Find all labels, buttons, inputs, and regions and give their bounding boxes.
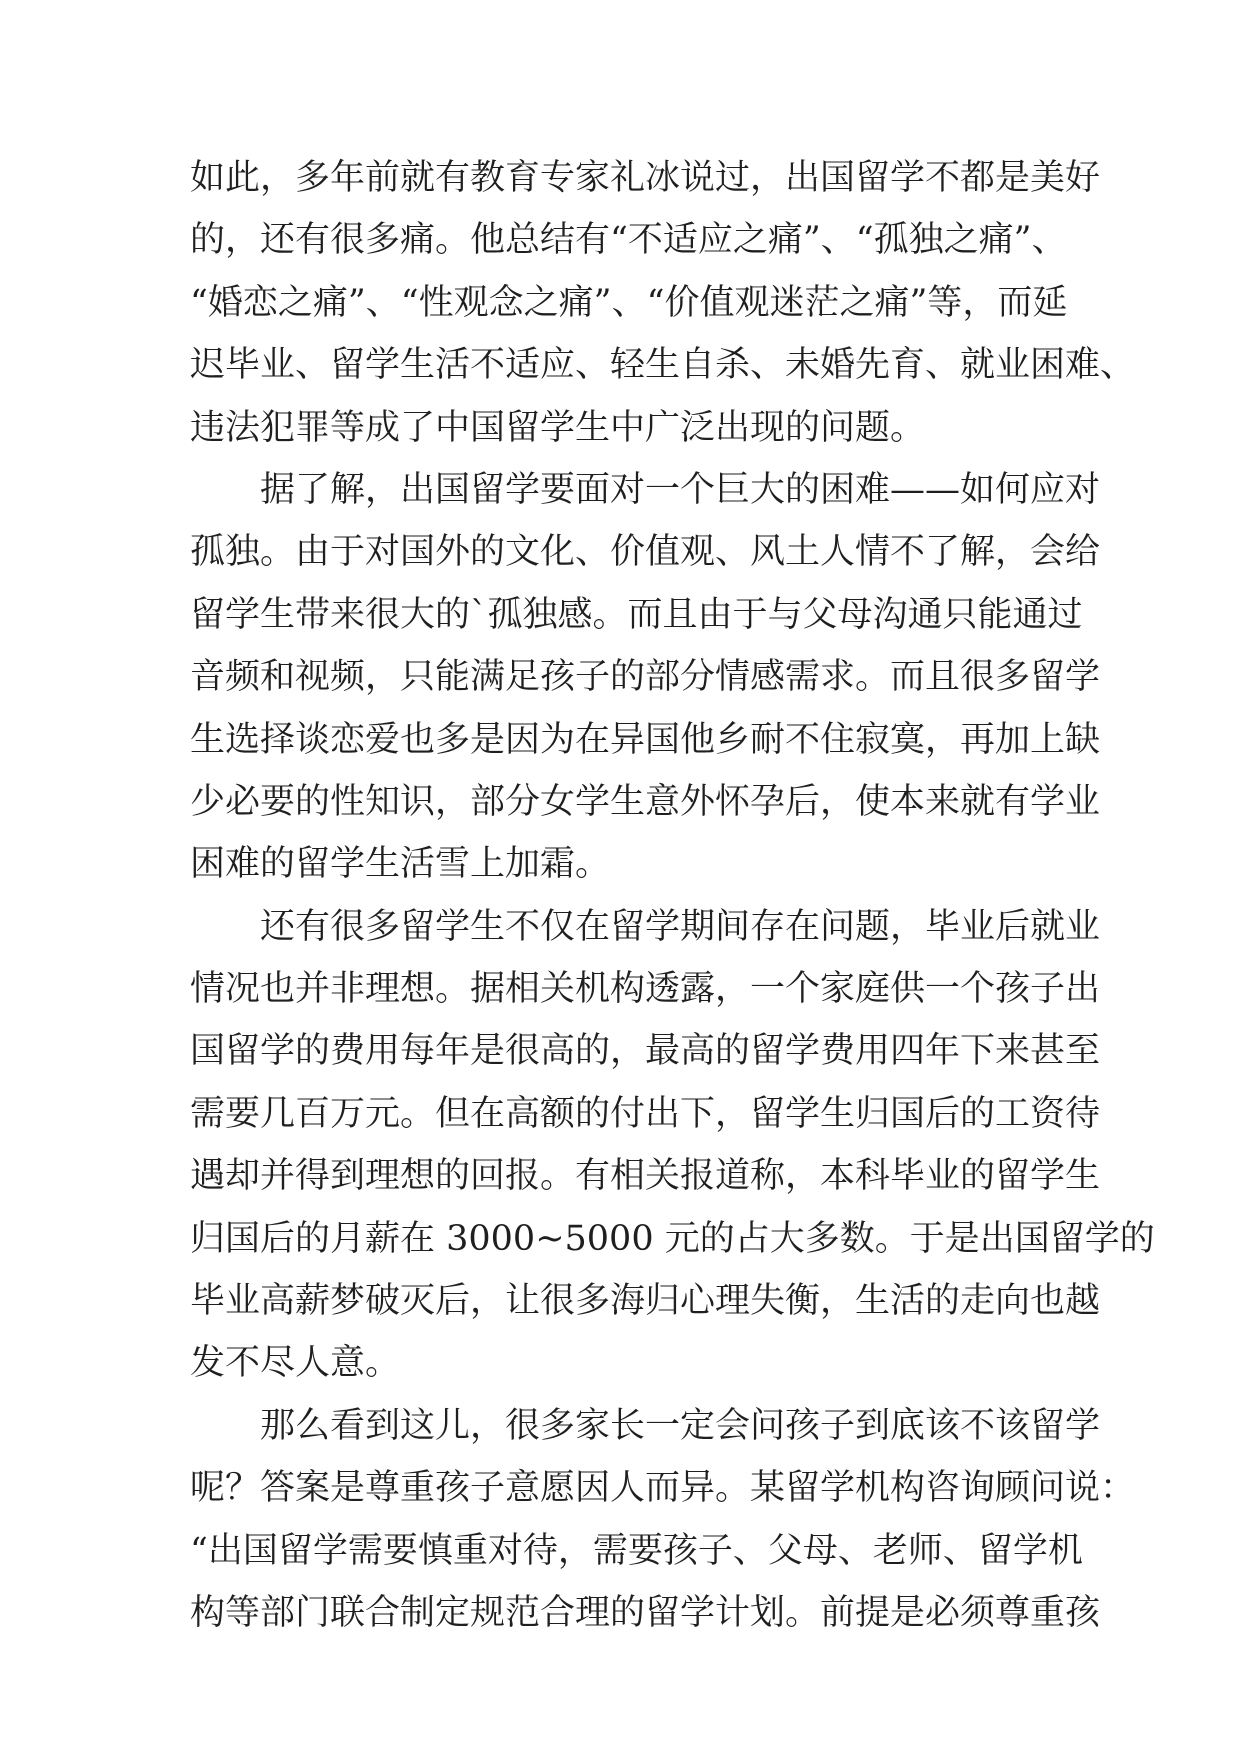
text-line: 如此，多年前就有教育专家礼冰说过，出国留学不都是美好 <box>190 158 1101 198</box>
text-line: 困难的留学生活雪上加霜。 <box>190 844 611 885</box>
text-line: 毕业高薪梦破灭后，让很多海归心理失衡，生活的走向也越 <box>190 1281 1101 1322</box>
text-line: “出国留学需要慎重对待，需要孩子、父母、老师、留学机 <box>190 1530 1083 1571</box>
text-line: 呢？答案是尊重孩子意愿因人而异。某留学机构咨询顾问说： <box>190 1468 1136 1509</box>
text-line: 的，还有很多痛。他总结有“不适应之痛”、“孤独之痛”、 <box>190 220 1067 261</box>
text-line: 那么看到这儿，很多家长一定会问孩子到底该不该留学 <box>260 1405 1101 1446</box>
text-line: 孤独。由于对国外的文化、价值观、风土人情不了解，会给 <box>190 532 1101 573</box>
text-line: “婚恋之痛”、“性观念之痛”、“价值观迷茫之痛”等，而延 <box>190 282 1068 323</box>
text-line: 迟毕业、留学生活不适应、轻生自杀、未婚先育、就业困难、 <box>190 345 1136 386</box>
text-line: 少必要的性知识，部分女学生意外怀孕后，使本来就有学业 <box>190 781 1101 822</box>
text-line: 发不尽人意。 <box>190 1343 401 1384</box>
text-line: 违法犯罪等成了中国留学生中广泛出现的问题。 <box>190 407 926 448</box>
paragraph <box>190 147 1136 459</box>
paragraph <box>190 1395 1136 1645</box>
text-line: 音频和视频，只能满足孩子的部分情感需求。而且很多留学 <box>190 657 1101 698</box>
text-line: 还有很多留学生不仅在留学期间存在问题，毕业后就业 <box>260 906 1101 947</box>
body-text <box>190 147 1155 1644</box>
text-line: 生选择谈恋爱也多是因为在异国他乡耐不住寂寞，再加上缺 <box>190 719 1101 760</box>
text-line: 归国后的月薪在 3000~5000 元的占大多数。于是出国留学的 <box>190 1218 1155 1259</box>
text-line: 构等部门联合制定规范合理的留学计划。前提是必须尊重孩 <box>190 1592 1101 1633</box>
text-line: 国留学的费用每年是很高的，最高的留学费用四年下来甚至 <box>190 1031 1101 1072</box>
text-line: 留学生带来很大的`孤独感。而且由于与父母沟通只能通过 <box>190 594 1083 635</box>
text-line: 情况也并非理想。据相关机构透露，一个家庭供一个孩子出 <box>190 969 1101 1010</box>
paragraph <box>190 896 1155 1395</box>
text-line: 遇却并得到理想的回报。有相关报道称，本科毕业的留学生 <box>190 1156 1101 1197</box>
text-line: 需要几百万元。但在高额的付出下，留学生归国后的工资待 <box>190 1093 1101 1134</box>
paragraph <box>190 459 1101 896</box>
text-line: 据了解，出国留学要面对一个巨大的困难——如何应对 <box>260 469 1101 510</box>
